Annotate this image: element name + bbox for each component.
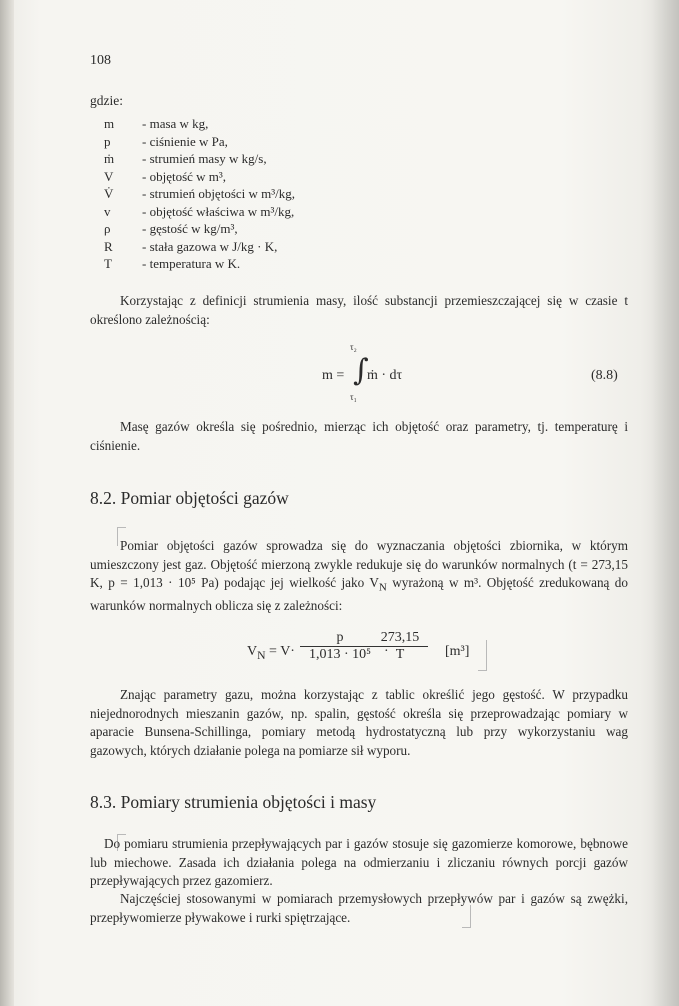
- integral-upper-limit: τ₂: [350, 342, 357, 352]
- where-label: gdzie:: [90, 93, 123, 108]
- page-number: 108: [90, 53, 111, 68]
- multiply-dot: ·: [384, 644, 389, 659]
- legend-description: - objętość w m³,: [142, 168, 227, 184]
- legend-row: [104, 185, 295, 203]
- subscript-n: N: [257, 648, 266, 662]
- legend-description: - strumień masy w kg/s,: [142, 151, 267, 166]
- legend-description: - objętość właściwa w m³/kg,: [142, 203, 295, 219]
- paragraph-text: Do pomiaru strumienia przepływających par i gazów stosuje się gazomierze komorowe, bębnowe lub miechowe. Zasada ich działania polega na odmierzaniu i zliczaniu równych porcji gazów przepływających przez gazomierz.: [90, 836, 628, 888]
- legend-symbol: v: [104, 203, 111, 219]
- legend-symbol: T: [104, 256, 112, 271]
- legend-description: - ciśnienie w Pa,: [142, 133, 228, 149]
- equation-number: (8.8): [591, 368, 618, 383]
- fraction-denominator: T: [395, 647, 405, 662]
- paragraph-mass-indirect: [90, 418, 628, 455]
- page-edge-shadow: [651, 0, 679, 1006]
- symbol-legend: [104, 115, 295, 273]
- unit-label: [m³]: [445, 644, 470, 659]
- paragraph-text: Najczęściej stosowanymi w pomiarach przemysłowych przepływów par i gazów są zwężki, przepływomierze pływakowe i rurki spiętrzające.: [90, 891, 628, 925]
- fraction-numerator: 273,15: [372, 630, 428, 647]
- paragraph-mass-definition: [90, 292, 628, 329]
- legend-description: - stała gazowa w J/kg · K,: [142, 238, 278, 254]
- legend-description: - masa w kg,: [142, 116, 209, 131]
- legend-symbol: V̇: [104, 186, 114, 201]
- legend-row: [104, 238, 295, 256]
- paragraph-flowmeters: [90, 890, 628, 927]
- legend-row: [104, 115, 295, 133]
- legend-row: [104, 150, 295, 168]
- legend-symbol: ṁ: [104, 151, 115, 166]
- fraction-numerator: p: [300, 630, 380, 647]
- legend-row: [104, 168, 295, 186]
- equation-lhs: [247, 644, 295, 662]
- paragraph-density: [90, 686, 628, 760]
- paragraph-text-end: wyrażoną w m³. Objętość zredukowaną do warunków normalnych oblicza się z zależności:: [90, 575, 628, 614]
- legend-symbol: R: [104, 238, 113, 254]
- paragraph-text: Korzystając z definicji strumienia masy, ilość substancji przemieszczającej się w czasie t określono zależnością:: [90, 293, 628, 327]
- legend-symbol: ρ: [104, 221, 111, 236]
- legend-row: [104, 255, 295, 273]
- paragraph-text: Znając parametry gazu, można korzystając z tablic określić jego gęstość. W przypadku niejednorodnych mieszanin gazów, np. spalin, gęstość określa się przeprowadzając pomiary w aparacie Bunsena-Schillinga, pomiary metodą hydrostatyczną lub przy wykorzystaniu wag gazowych, których działanie polega na pomiarze sił wyporu.: [90, 687, 628, 758]
- page-binding: [0, 0, 14, 1006]
- paragraph-text: Pomiar objętości gazów sprowadza się do wyznaczania objętości zbiornika, w którym umieszczony jest gaz. Objętość mierzoną zwykle redukuje się do warunków normalnych (t = 273,15 K, p = 1,013 · 10⁵ Pa) podając jej wielkość jako V: [90, 538, 628, 590]
- paragraph-gas-meters: [90, 835, 628, 891]
- legend-symbol: V: [104, 168, 114, 184]
- equation-lhs: m =: [322, 368, 345, 383]
- fraction-denominator: 1,013 · 10⁵: [308, 647, 372, 662]
- paragraph-volume-measurement: [90, 537, 628, 616]
- legend-row: [104, 220, 295, 238]
- fraction-temperature: [372, 630, 428, 663]
- legend-description: - temperatura w K.: [142, 256, 241, 271]
- legend-symbol: p: [104, 133, 111, 149]
- subscript-n: N: [378, 581, 387, 594]
- integral-sign: ∫: [353, 353, 369, 388]
- legend-row: [104, 203, 295, 221]
- margin-bracket-mark: [478, 640, 487, 671]
- section-heading-8-2: 8.2. Pomiar objętości gazów: [90, 488, 289, 508]
- symbol-v: V: [247, 644, 258, 659]
- margin-bracket-mark: [462, 905, 471, 928]
- section-heading-8-3: 8.3. Pomiary strumienia objętości i masy: [90, 792, 377, 812]
- fraction-pressure: [300, 630, 380, 663]
- legend-row: [104, 133, 295, 151]
- integral-lower-limit: τ₁: [350, 392, 357, 402]
- equals-v: = V·: [265, 644, 295, 659]
- legend-description: - gęstość w kg/m³,: [142, 221, 238, 236]
- integrand: ṁ · dτ: [367, 368, 403, 383]
- legend-description: - strumień objętości w m³/kg,: [142, 186, 296, 201]
- legend-symbol: m: [104, 116, 115, 131]
- paragraph-text: Masę gazów określa się pośrednio, mierząc ich objętość oraz parametry, tj. temperaturę i ciśnienie.: [90, 419, 628, 453]
